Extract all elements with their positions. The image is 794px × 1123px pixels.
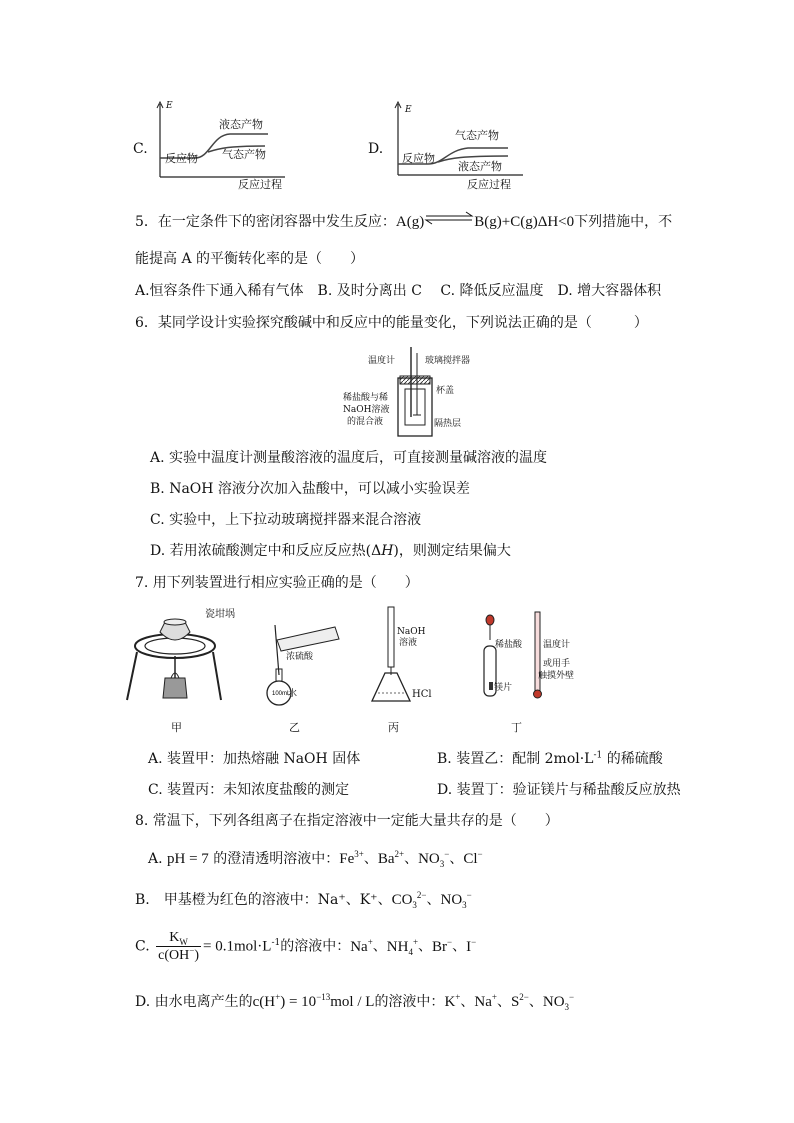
- label-mix-2: NaOH溶液: [343, 405, 390, 415]
- q8-option-d: D. 由水电离产生的$c(H^+) = 10^{-13}mol / L$的溶液中：K+、Na+、$S^{2-}$、$NO_3^-$: [135, 992, 575, 1012]
- label-or-2: 触摸外壁: [538, 671, 575, 681]
- label-stirrer: 玻璃搅拌器: [425, 356, 471, 366]
- label-mix-3: 的混合液: [347, 417, 384, 427]
- caption-ding: 丁: [511, 721, 522, 734]
- graph-d-reactant: 反应物: [402, 152, 435, 165]
- q8-option-c: C. $\frac{K_W}{c(OH^-)}$ = $0.1mol\cdot L^{-1}$的溶液中：Na+、$NH_4^+$、Br−、I−: [135, 930, 477, 963]
- graph-c-reactant: 反应物: [165, 152, 198, 165]
- q7-option-d: D. 装置丁：验证镁片与稀盐酸反应放热: [437, 782, 681, 798]
- label-mg: 镁片: [494, 683, 513, 693]
- graph-d-label: D.: [368, 141, 384, 157]
- q7-stem: 7. 用下列装置进行相应实验正确的是（ ）: [135, 575, 419, 591]
- graph-c-xaxis: 反应过程: [238, 178, 282, 191]
- caption-jia: 甲: [171, 721, 182, 734]
- q7-option-b: B. 装置乙：配制 $2mol\cdot L^{-1}$ 的稀硫酸: [437, 750, 663, 767]
- label-conc-acid: 浓硫酸: [286, 652, 314, 662]
- q8-stem: 8. 常温下，下列各组离子在指定溶液中一定能大量共存的是（ ）: [135, 813, 559, 829]
- graph-c-bottom-label: 气态产物: [222, 148, 266, 161]
- q7-option-a: A. 装置甲：加热熔融 NaOH 固体: [148, 751, 361, 767]
- label-insulation: 隔热层: [434, 419, 462, 429]
- q8-option-a: A. pH = 7 的澄清透明溶液中：$Fe^{3+}$、$Ba^{2+}$、$NO_3^-$、Cl−: [148, 849, 483, 869]
- q5-options: A.恒容条件下通入稀有气体 B. 及时分离出 C C. 降低反应温度 D. 增大容器体积: [135, 283, 662, 299]
- label-thermo: 温度计: [543, 640, 571, 650]
- graph-c-e-axis: E: [166, 101, 173, 111]
- label-mix-1: 稀盐酸与稀: [343, 393, 389, 403]
- kw-fraction: $\frac{K_W}{c(OH^-)}$: [158, 930, 199, 963]
- label-crucible: 瓷坩埚: [205, 609, 235, 620]
- label-naoh-2: 溶液: [399, 638, 418, 648]
- graph-d-bottom-label: 液态产物: [458, 160, 502, 173]
- q7-option-c: C. 装置丙：未知浓度盐酸的测定: [148, 782, 350, 798]
- q6-stem: 6．某同学设计实验探究酸碱中和反应中的能量变化，下列说法正确的是（ ）: [135, 315, 648, 331]
- q6-option-c: C. 实验中，上下拉动玻璃搅拌器来混合溶液: [150, 512, 422, 528]
- caption-bing: 丙: [388, 721, 399, 734]
- graph-d-top-label: 气态产物: [455, 129, 499, 142]
- apparatus-jia: [125, 608, 225, 708]
- label-thermometer: 温度计: [368, 356, 396, 366]
- label-or-1: 或用手: [543, 659, 571, 669]
- graph-c-axes: [150, 102, 290, 182]
- graph-c-label: C.: [133, 141, 148, 157]
- q6-option-a: A. 实验中温度计测量酸溶液的温度后，可直接测量碱溶液的温度: [150, 450, 548, 466]
- q5-stem-line2: 能提高 A 的平衡转化率的是（ ）: [135, 251, 365, 267]
- flask-mark: 100mL: [272, 691, 291, 697]
- label-dilute-hcl: 稀盐酸: [495, 640, 523, 650]
- q8-option-b: B. 甲基橙为红色的溶液中：Na⁺、K⁺、$CO_3^{2-}$、$NO_3^-$: [135, 890, 472, 910]
- label-naoh-1: NaOH: [397, 627, 426, 637]
- caption-yi: 乙: [289, 721, 300, 734]
- equilibrium-arrow-icon: [424, 211, 474, 229]
- label-hcl: HCl: [412, 689, 432, 700]
- label-water: 水: [288, 689, 298, 699]
- q6-option-d: D. 若用浓硫酸测定中和反应反应热(ΔH)，则测定结果偏大: [150, 543, 511, 559]
- q5-stem-line1: 5．在一定条件下的密闭容器中发生反应：A(g) B(g)+C(g)ΔH<0下列措施中，不: [135, 213, 672, 231]
- graph-c-top-label: 液态产物: [219, 118, 263, 131]
- graph-d-e-axis: E: [405, 105, 412, 115]
- label-lid: 杯盖: [436, 386, 455, 396]
- q6-option-b: B. NaOH 溶液分次加入盐酸中，可以减小实验误差: [150, 481, 470, 497]
- graph-d-xaxis: 反应过程: [467, 178, 511, 191]
